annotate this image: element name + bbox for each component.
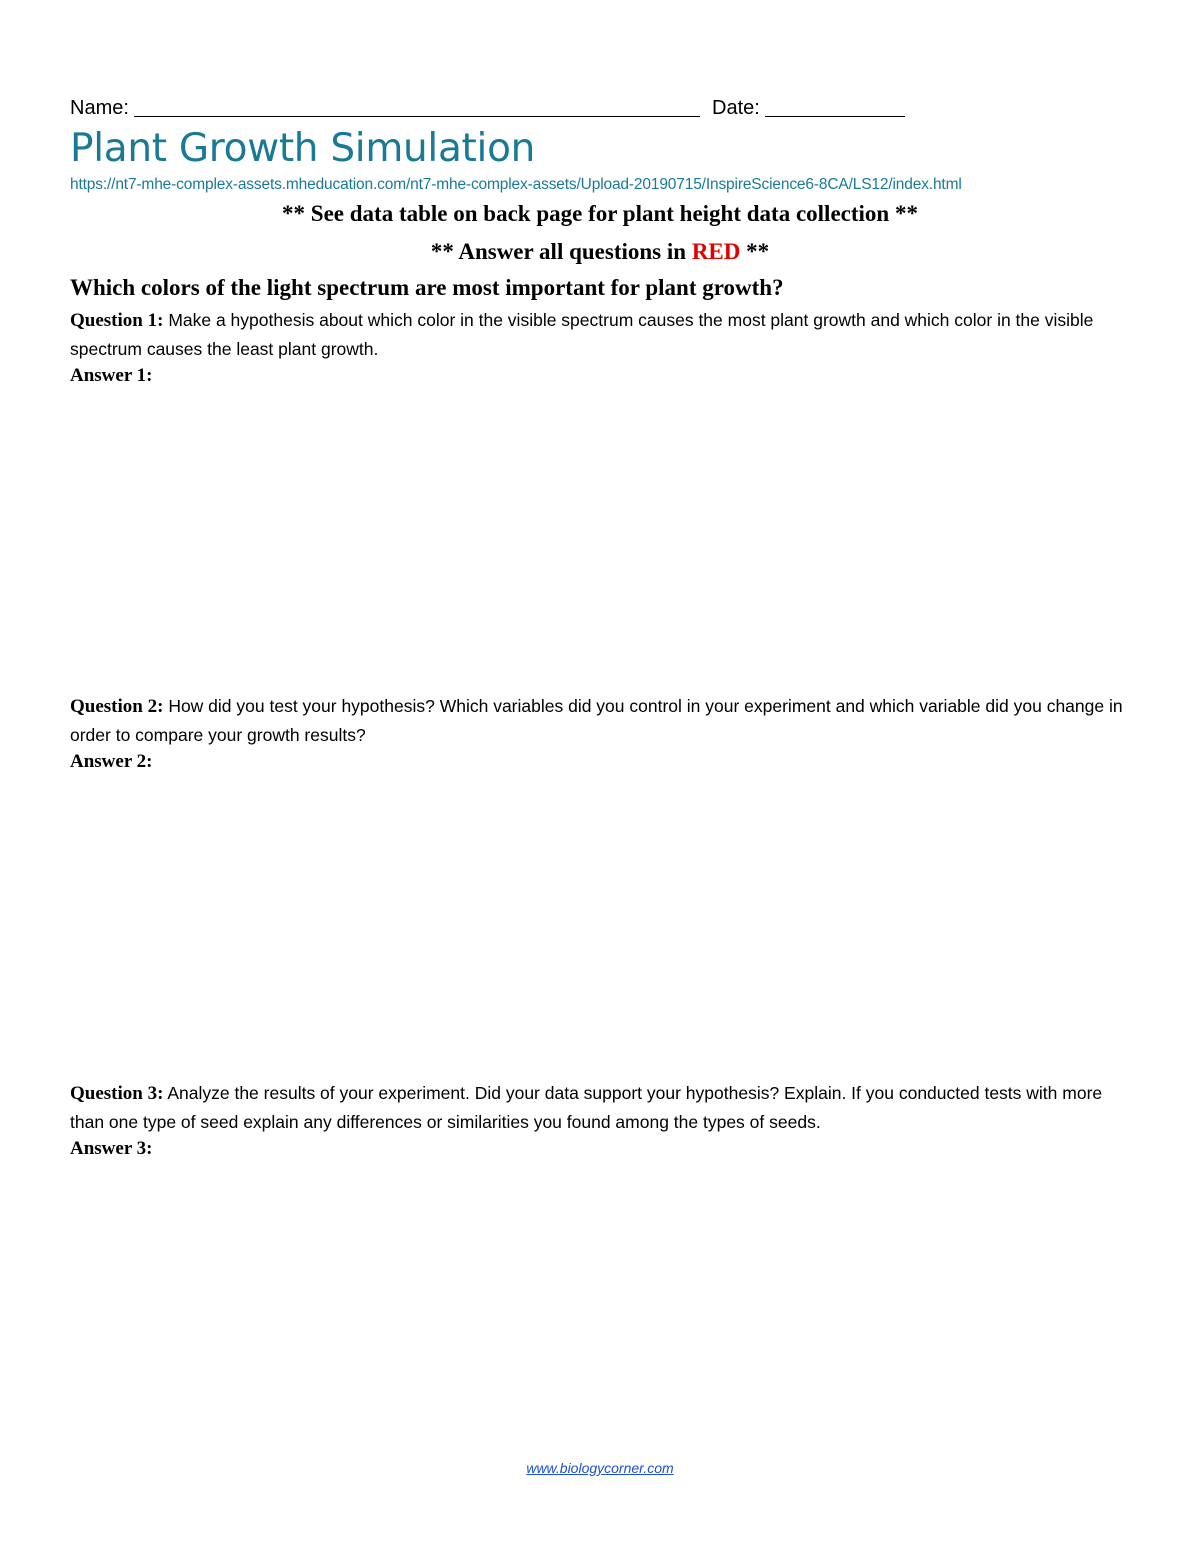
- footer-link[interactable]: www.biologycorner.com: [526, 1460, 674, 1476]
- name-date-row: [70, 96, 905, 120]
- question-2: [70, 692, 1130, 749]
- question-2-text: How did you test your hypothesis? Which variables did you control in your experiment and which variable did you change in order to compare your growth results?: [70, 696, 1123, 745]
- name-blank-line: [134, 96, 700, 117]
- question-block-3: [70, 1079, 1130, 1162]
- question-1-label: Question 1:: [70, 310, 164, 331]
- question-3: [70, 1079, 1130, 1136]
- question-block-2: [70, 692, 1130, 775]
- question-2-label: Question 2:: [70, 696, 164, 717]
- date-blank-line: [765, 96, 905, 117]
- answer-instruction: [0, 239, 1200, 265]
- question-3-text: Analyze the results of your experiment. Did your data support your hypothesis? Explain. If you conducted tests with more than one type of seed explain any differences or similarities you found among the types of seeds.: [70, 1083, 1103, 1132]
- answer-3-label: Answer 3:: [70, 1138, 153, 1159]
- question-3-label: Question 3:: [70, 1083, 164, 1104]
- main-question-heading: Which colors of the light spectrum are most important for plant growth?: [70, 275, 784, 300]
- answer-1-label: Answer 1:: [70, 365, 153, 386]
- simulation-url[interactable]: https://nt7-mhe-complex-assets.mheducation.com/nt7-mhe-complex-assets/Upload-20190715/InspireScience6-8CA/LS12/index.html: [70, 176, 962, 193]
- name-label: Name:: [70, 97, 129, 119]
- page-title: Plant Growth Simulation: [70, 126, 536, 171]
- answer-instruction-red: RED: [691, 239, 741, 264]
- question-1-text: Make a hypothesis about which color in the visible spectrum causes the most plant growth and which color in the visible spectrum causes the least plant growth.: [70, 310, 1094, 359]
- date-label: Date:: [712, 97, 760, 119]
- question-1: [70, 306, 1130, 363]
- footer: [0, 1460, 1200, 1476]
- answer-instruction-prefix: ** Answer all questions in: [430, 239, 687, 264]
- data-table-note: ** See data table on back page for plant height data collection **: [282, 201, 918, 226]
- answer-instruction-suffix: **: [746, 239, 770, 264]
- question-block-1: [70, 306, 1130, 389]
- answer-2-label: Answer 2:: [70, 751, 153, 772]
